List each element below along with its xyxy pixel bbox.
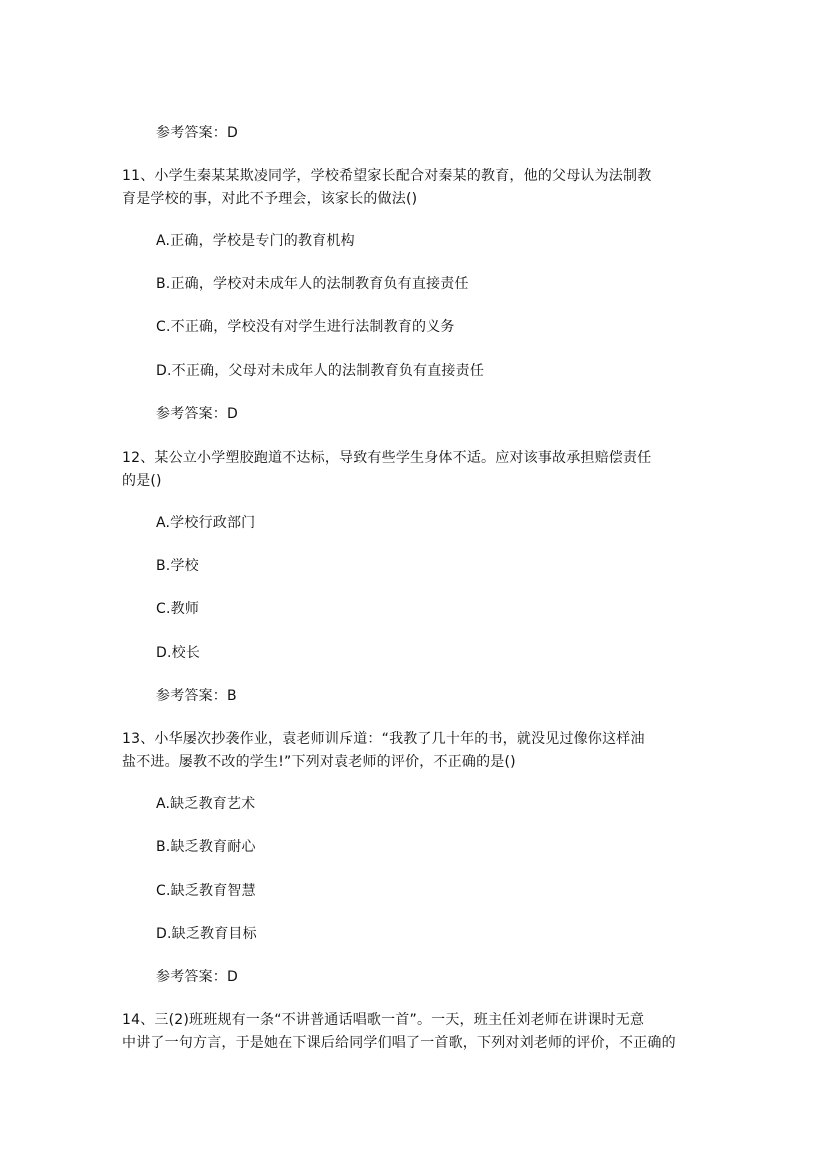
option-a: A.正确，学校是专门的教育机构: [156, 233, 355, 249]
option-a: A.缺乏教育艺术: [156, 796, 256, 812]
option-b: B.正确，学校对未成年人的法制教育负有直接责任: [156, 276, 469, 292]
answer-line: 参考答案：D: [156, 125, 238, 141]
option-c: C.缺乏教育智慧: [156, 883, 256, 899]
question-12-line-1: 12、某公立小学塑胶跑道不达标，导致有些学生身体不适。应对该事故承担赔偿责任: [122, 450, 652, 466]
answer-line: 参考答案：B: [156, 688, 237, 704]
answer-line: 参考答案：D: [156, 406, 238, 422]
question-11-line-2: 育是学校的事，对此不予理会，该家长的做法(): [122, 191, 418, 207]
option-d: D.缺乏教育目标: [156, 926, 257, 942]
question-11-line-1: 11、小学生秦某某欺凌同学，学校希望家长配合对秦某的教育，他的父母认为法制教: [122, 168, 652, 184]
answer-line: 参考答案：D: [156, 969, 238, 985]
question-12-line-2: 的是(): [122, 473, 162, 489]
question-13-line-2: 盐不进。屡教不改的学生!”下列对袁老师的评价，不正确的是(): [122, 754, 516, 770]
option-b: B.学校: [156, 558, 199, 574]
question-14-line-1: 14、三(2)班班规有一条“不讲普通话唱歌一首”。一天，班主任刘老师在讲课时无意: [122, 1012, 645, 1028]
question-13-line-1: 13、小华屡次抄袭作业，袁老师训斥道：“我教了几十年的书，就没见过像你这样油: [122, 731, 645, 747]
option-a: A.学校行政部门: [156, 515, 256, 531]
option-b: B.缺乏教育耐心: [156, 839, 256, 855]
option-c: C.不正确，学校没有对学生进行法制教育的义务: [156, 319, 455, 335]
option-d: D.不正确，父母对未成年人的法制教育负有直接责任: [156, 363, 485, 379]
question-14-line-2: 中讲了一句方言，于是她在下课后给同学们唱了一首歌，下列对刘老师的评价，不正确的: [122, 1035, 676, 1051]
option-c: C.教师: [156, 601, 200, 617]
option-d: D.校长: [156, 645, 201, 661]
